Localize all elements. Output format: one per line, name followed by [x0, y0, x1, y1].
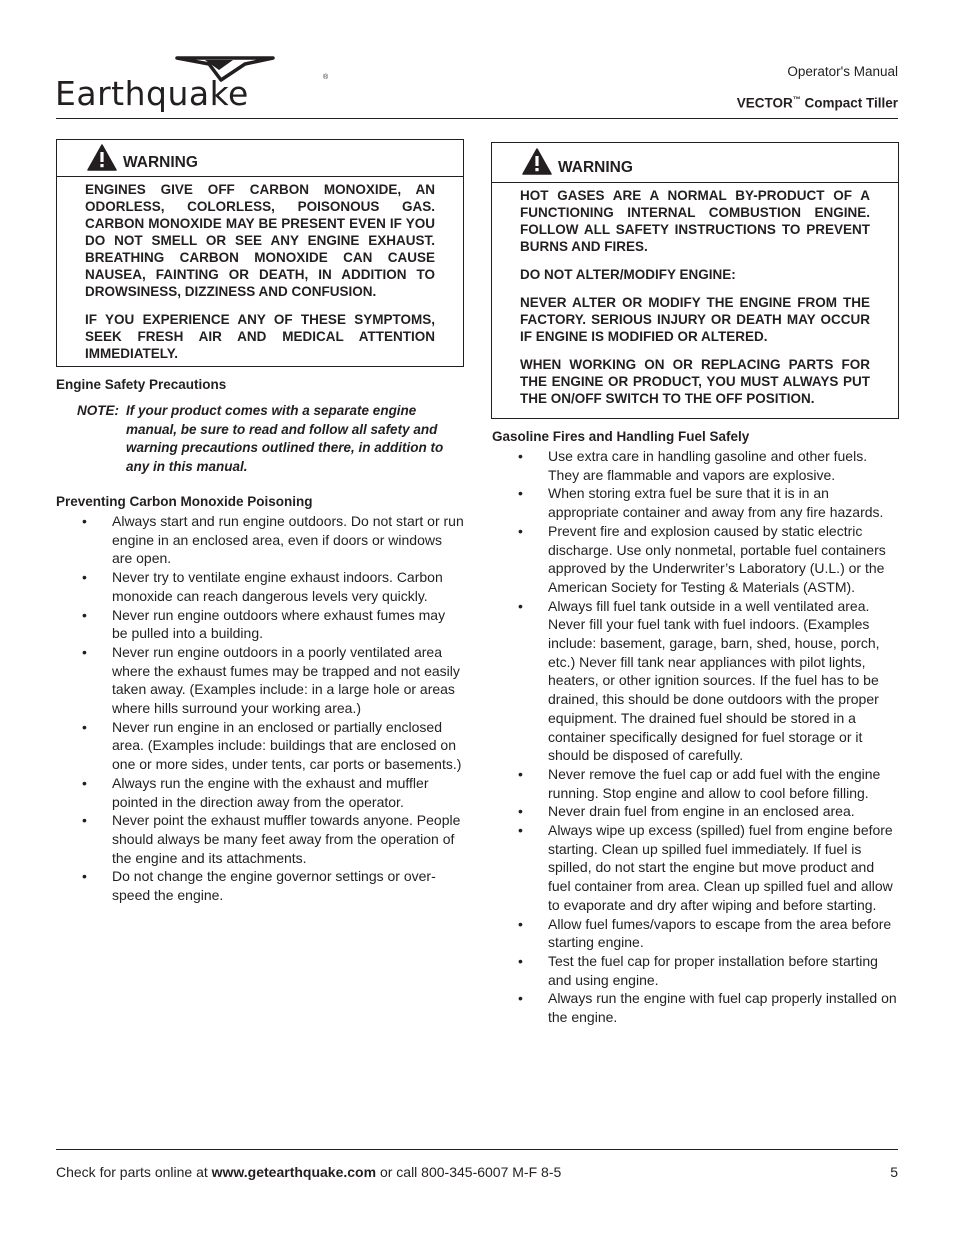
footer-rule	[56, 1149, 898, 1150]
list-item-text: Always run the engine with fuel cap properly installed on the engine.	[548, 990, 897, 1026]
list-item	[56, 568, 464, 605]
warning-paragraph: IF YOU EXPERIENCE ANY OF THESE SYMPTOMS, SEEK FRESH AIR AND MEDICAL ATTENTION IMMEDIATELY.	[85, 312, 435, 361]
list-item	[492, 952, 900, 989]
list-item-text: Use extra care in handling gasoline and other fuels. They are flammable and vapors are explosive.	[548, 448, 868, 483]
list-item	[492, 989, 900, 1026]
footer-suffix: or call 800-345-6007 M-F 8-5	[376, 1164, 562, 1180]
list-item-text: Never run engine outdoors where exhaust fumes may be pulled into a building.	[112, 606, 446, 642]
bullet-icon: •	[518, 952, 523, 969]
gasoline-list	[492, 447, 900, 1027]
bullet-icon: •	[518, 765, 523, 782]
carbon-monoxide-heading: Preventing Carbon Monoxide Poisoning	[56, 494, 313, 509]
list-item-text: Prevent fire and explosion caused by static electric discharge. Use only nonmetal, portable fuel containers approved by the Underwriter’s Laboratory (U.L.) or the American Society for Testing & Materials (ASTM).	[548, 522, 886, 595]
bullet-icon: •	[82, 643, 87, 660]
list-item-text: Always fill fuel tank outside in a well ventilated area. Never fill your fuel tank with fuel indoors. (Examples include: basement, garage, barn, shed, house, porch, etc.) Never fill tank near appliances with pilot lights, heaters, or other ignition sources. If the fuel has to be drained, this should be done outdoors with the proper equipment. The drained fuel should be stored in a container specifically designed for fuel storage or it should be disposed of carefully.	[548, 597, 880, 764]
list-item	[492, 802, 900, 821]
bullet-icon: •	[82, 774, 87, 791]
bullet-icon: •	[82, 718, 87, 735]
product-name: VECTOR	[736, 95, 793, 111]
list-item-text: Never run engine in an enclosed or partially enclosed area. (Examples include: buildings that are enclosed on one or more sides, under tents, car ports or basements.)	[112, 718, 462, 773]
engine-safety-heading: Engine Safety Precautions	[56, 377, 227, 392]
manual-label: Operator's Manual	[787, 64, 898, 79]
bullet-icon: •	[82, 569, 87, 586]
bullet-icon: •	[82, 513, 87, 529]
bullet-icon: •	[518, 448, 523, 464]
list-item	[56, 811, 464, 867]
warning-title: WARNING	[558, 159, 633, 176]
list-item	[492, 522, 900, 597]
carbon-monoxide-list	[56, 512, 464, 905]
list-item	[56, 606, 464, 643]
bullet-icon: •	[518, 822, 523, 839]
bullet-icon: •	[518, 485, 523, 502]
warning-paragraph: HOT GASES ARE A NORMAL BY-PRODUCT OF A FUNCTIONING INTERNAL COMBUSTION ENGINE. FOLLOW ALL SAFETY INSTRUCTIONS TO PREVENT BURNS AND FIRES.	[520, 188, 870, 254]
list-item	[56, 512, 464, 568]
engine-manual-note	[77, 402, 463, 477]
bullet-icon: •	[82, 606, 87, 623]
footer-prefix: Check for parts online at	[56, 1164, 212, 1180]
gasoline-heading: Gasoline Fires and Handling Fuel Safely	[492, 429, 750, 444]
footer-url-link[interactable]: www.getearthquake.com	[211, 1164, 377, 1180]
list-item	[56, 718, 464, 774]
list-item	[56, 643, 464, 718]
list-item	[56, 774, 464, 811]
warning-body	[57, 177, 463, 362]
warning-title: WARNING	[123, 154, 198, 171]
list-item-text: Never try to ventilate engine exhaust indoors. Carbon monoxide can reach dangerous levels very quickly.	[112, 569, 443, 604]
list-item	[492, 765, 900, 802]
list-item	[492, 821, 900, 915]
warning-paragraph: ENGINES GIVE OFF CARBON MONOXIDE, AN ODORLESS, COLORLESS, POISONOUS GAS. CARBON MONOXIDE MAY BE PRESENT EVEN IF YOU DO NOT SMELL OR SEE ANY ENGINE EXHAUST. BREATHING CARBON MONOXIDE CAN CAUSE NAUSEA, FAINTING OR DEATH, IN ADDITION TO DROWSINESS, DIZZINESS AND CONFUSION.	[85, 182, 435, 299]
footer-text	[56, 1164, 561, 1180]
product-suffix: Compact Tiller	[800, 95, 898, 111]
warning-paragraph: WHEN WORKING ON OR REPLACING PARTS FOR THE ENGINE OR PRODUCT, YOU MUST ALWAYS PUT THE ON/OFF SWITCH TO THE OFF POSITION.	[520, 357, 870, 406]
logo-wordmark: Earthquake	[55, 74, 249, 113]
co-warning-box	[56, 139, 464, 367]
note-text: If your product comes with a separate engine manual, be sure to read and follow all safety and warning precautions outlined there, in addition to any in this manual.	[126, 403, 444, 475]
list-item	[492, 915, 900, 952]
list-item-text: Never remove the fuel cap or add fuel with the engine running. Stop engine and allow to cool before filling.	[548, 765, 881, 801]
list-item-text: Always run the engine with the exhaust and muffler pointed in the direction away from the operator.	[112, 774, 429, 810]
list-item-text: Always start and run engine outdoors. Do not start or run engine in an enclosed area, even if doors or windows are open.	[112, 513, 464, 567]
earthquake-logo	[55, 56, 329, 116]
list-item-text: Never drain fuel from engine in an enclosed area.	[548, 803, 855, 820]
header-rule	[56, 118, 898, 119]
warning-header	[492, 143, 898, 183]
hot-gases-warning-box	[491, 142, 899, 419]
list-item	[56, 867, 464, 904]
warning-triangle-icon	[87, 144, 117, 171]
list-item-text: Never point the exhaust muffler towards anyone. People should always be many feet away from the operation of the engine and its attachments.	[112, 812, 461, 866]
bullet-icon: •	[518, 597, 523, 614]
list-item-text: Test the fuel cap for proper installation before starting and using engine.	[548, 952, 878, 988]
bullet-icon: •	[82, 868, 87, 885]
warning-triangle-icon	[522, 148, 552, 175]
list-item	[492, 447, 900, 484]
list-item-text: Never run engine outdoors in a poorly ventilated area where the exhaust fumes may be trapped and not easily taken away. (Examples include: in a large hole or areas where hills surround your working area.)	[112, 643, 460, 717]
warning-paragraph: NEVER ALTER OR MODIFY THE ENGINE FROM THE FACTORY. SERIOUS INJURY OR DEATH MAY OCCUR IF ENGINE IS MODIFIED OR ALTERED.	[520, 295, 870, 344]
warning-body	[492, 183, 898, 407]
list-item-text: Do not change the engine governor settings or over-speed the engine.	[112, 868, 436, 904]
trademark-mark: ™	[792, 95, 801, 104]
bullet-icon: •	[518, 990, 523, 1007]
list-item	[492, 597, 900, 765]
page-number: 5	[890, 1164, 898, 1180]
registered-mark: ®	[323, 74, 329, 81]
bullet-icon: •	[518, 915, 523, 932]
list-item-text: Always wipe up excess (spilled) fuel from engine before starting. Clean up spilled fuel immediately. If fuel is spilled, do not start the engine but move product and fuel container from area. Clean up spilled fuel and allow to evaporate and dry after wiping and before starting.	[548, 822, 893, 913]
bullet-icon: •	[518, 522, 523, 539]
bullet-icon: •	[82, 812, 87, 829]
list-item-text: Allow fuel fumes/vapors to escape from the area before starting engine.	[548, 915, 892, 951]
note-label: NOTE:	[77, 403, 119, 418]
list-item-text: When storing extra fuel be sure that it is in an appropriate container and away from any fire hazards.	[548, 485, 884, 521]
bullet-icon: •	[518, 803, 523, 820]
product-title	[737, 95, 898, 111]
warning-paragraph: DO NOT ALTER/MODIFY ENGINE:	[520, 267, 736, 282]
warning-header	[57, 140, 463, 177]
list-item	[492, 484, 900, 521]
